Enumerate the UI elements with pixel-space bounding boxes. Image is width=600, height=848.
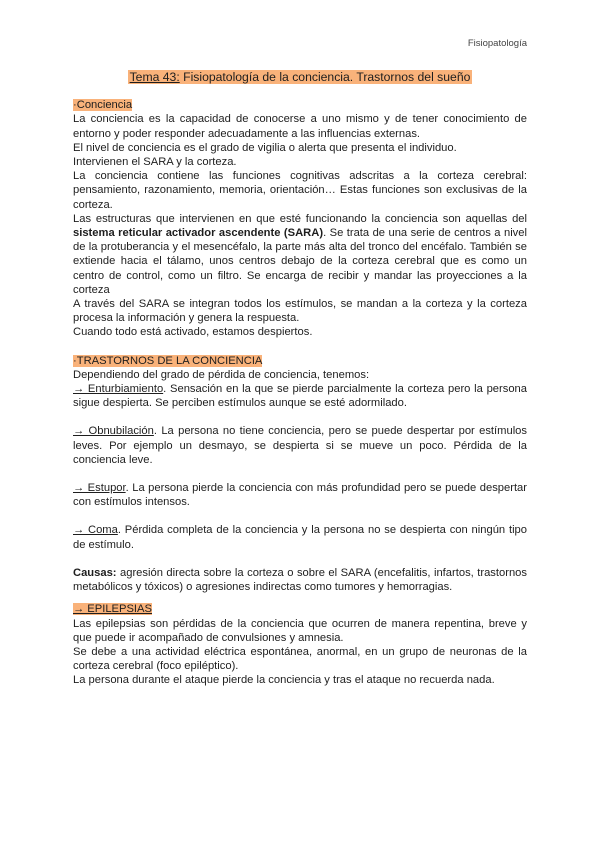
list-item <box>73 481 527 509</box>
causas-paragraph <box>73 566 527 594</box>
heading-highlight <box>73 99 132 111</box>
heading-text: → EPILEPSIAS <box>73 603 152 616</box>
paragraph-sara <box>73 212 527 297</box>
item-text: . Pérdida completa de la conciencia y la persona no se despierta con ningún tipo de estímulo. <box>73 524 527 551</box>
paragraph: El nivel de conciencia es el grado de vigilia o alerta que presenta el individuo. <box>73 141 457 154</box>
section-heading <box>73 354 527 368</box>
title-prefix: Tema 43: <box>129 70 180 84</box>
heading-bullet: · <box>73 99 77 112</box>
title-text: Fisiopatología de la conciencia. Trastornos del sueño <box>179 70 471 84</box>
paragraph: Se debe a una actividad eléctrica espontánea, anormal, en un grupo de neuronas de la corteza cerebral (foco epiléptico). <box>73 645 527 673</box>
list-item <box>73 424 527 467</box>
heading-bullet: · <box>73 354 77 367</box>
list-item <box>73 523 527 551</box>
section-trastornos <box>73 354 527 595</box>
item-term: → Enturbiamiento <box>73 383 164 396</box>
heading-highlight <box>73 355 262 367</box>
bold-term: sistema reticular activador ascendente (SARA) <box>73 227 324 240</box>
item-term: → Obnubilación <box>73 425 154 438</box>
paragraph: Intervienen el SARA y la corteza. <box>73 156 237 169</box>
causas-label: Causas: <box>73 566 117 579</box>
text-run: Las estructuras que intervienen en que esté funcionando la conciencia son aquellas del <box>73 212 527 225</box>
item-text: . Sensación en la que se pierde parcialmente la corteza pero la persona sigue despierta. Se perciben estímulos aunque se esté adormilado. <box>73 383 527 410</box>
paragraph: A través del SARA se integran todos los estímulos, se mandan a la corteza y la corteza procesa la información y genera la respuesta. <box>73 298 527 325</box>
item-term: → Coma <box>73 524 118 537</box>
paragraph: La persona durante el ataque pierde la conciencia y tras el ataque no recuerda nada. <box>73 674 495 687</box>
heading-text: Conciencia <box>76 99 133 112</box>
list-item <box>73 382 527 410</box>
section-epilepsias <box>73 602 527 687</box>
document-body <box>73 70 527 688</box>
paragraph: Cuando todo está activado, estamos despiertos. <box>73 326 313 339</box>
heading-text: TRASTORNOS DE LA CONCIENCIA <box>76 354 263 367</box>
page-title <box>73 70 527 84</box>
paragraph: La conciencia es la capacidad de conocerse a uno mismo y de tener conocimiento de entorno y poder responder adecuadamente a las influencias externas. <box>73 113 527 140</box>
causas-text: agresión directa sobre la corteza o sobre el SARA (encefalitis, infartos, trastornos metabólicos y tóxicos) o agresiones indirectas como tumores y hemorragias. <box>73 566 527 594</box>
paragraph: La conciencia contiene las funciones cognitivas adscritas a la corteza cerebral: pensamiento, razonamiento, memoria, orientación… Estas funciones son exclusivas de la corteza. <box>73 170 527 211</box>
item-text: . La persona pierde la conciencia con más profundidad pero se puede despertar con estímulos intensos. <box>73 482 528 509</box>
title-highlight <box>128 70 473 84</box>
text-run: . Se trata de una serie de centros a nivel de la protuberancia y el mesencéfalo, la parte más alta del tronco del encéfalo. También se extiende hacia el tálamo, unos centros debajo de la corteza cerebral que es como un centro de control, como un filtro. Se encarga de recibir y mandar las proyecciones a la corteza <box>73 227 527 296</box>
section-heading <box>73 602 527 616</box>
section-conciencia <box>73 98 527 339</box>
item-term: → Estupor <box>73 482 126 495</box>
running-header: Fisiopatología <box>467 38 527 49</box>
item-text: . La persona no tiene conciencia, pero se puede despertar por estímulos leves. Por ejemplo un desmayo, se despierta si se mueve un poco. Pérdida de la conciencia leve. <box>73 425 527 466</box>
paragraph: Dependiendo del grado de pérdida de conciencia, tenemos: <box>73 368 370 381</box>
paragraph: Las epilepsias son pérdidas de la conciencia que ocurren de manera repentina, breve y que puede ir acompañado de convulsiones y amnesia. <box>73 617 527 644</box>
section-heading <box>73 98 527 112</box>
